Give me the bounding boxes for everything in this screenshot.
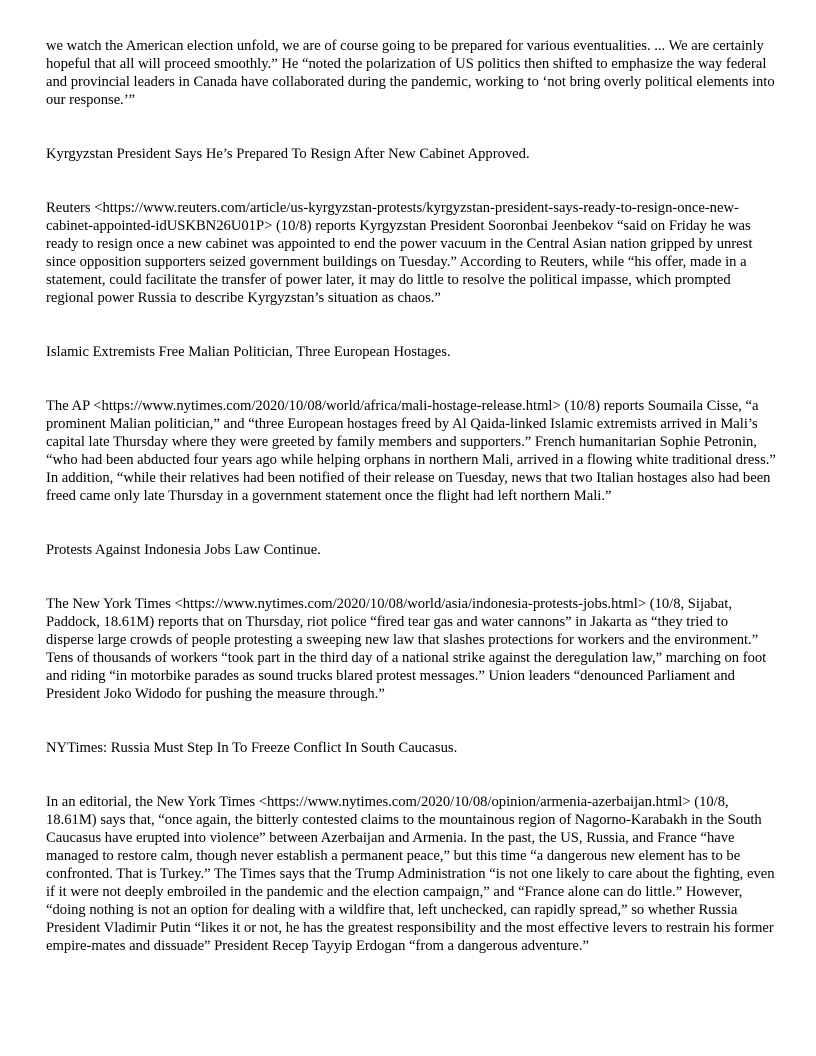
paragraph-spacer <box>46 757 776 793</box>
article-body: Reuters <https://www.reuters.com/article/us-kyrgyzstan-protests/kyrgyzstan-president-says-ready-to-resign-once-new-cabinet-appointed-idUSKBN26U01P> (10/8) reports Kyrgyzstan President Sooronbai Jeenbekov “said on Friday he was ready to resign once a new cabinet was appointed to end the power vacuum in the Central Asian nation gripped by unrest since opposition supporters seized government buildings on Tuesday.” According to Reuters, while “his offer, made in a statement, could facilitate the transfer of power later, it may do little to resolve the political impasse, which prompted regional power Russia to describe Kyrgyzstan’s situation as chaos.” <box>46 200 753 306</box>
paragraph-spacer <box>46 361 776 397</box>
article-headline: Protests Against Indonesia Jobs Law Continue. <box>46 542 321 558</box>
paragraph-spacer <box>46 559 776 595</box>
article-body: The AP <https://www.nytimes.com/2020/10/08/world/africa/mali-hostage-release.html> (10/8) reports Soumaila Cisse, “a prominent Malian politician,” and “three European hostages freed by Al Qaida-linked Islamic extremists arrived in Mali’s capital late Thursday where they were greeted by family members and supporters.” French humanitarian Sophie Petronin, “who had been abducted four years ago while helping orphans in northern Mali, arrived in a flowing white traditional dress.” In addition, “while their relatives had been notified of their release on Tuesday, news that two Italian hostages also had been freed came only late Thursday in a government statement once the flight had left northern Mali.” <box>46 398 776 504</box>
article-body: The New York Times <https://www.nytimes.com/2020/10/08/world/asia/indonesia-protests-jobs.html> (10/8, Sijabat, Paddock, 18.61M) reports that on Thursday, riot police “fired tear gas and water cannons” in Jakarta as “they tried to disperse large crowds of people protesting a sweeping new law that slashes protections for workers and the environment.” Tens of thousands of workers “took part in the third day of a national strike against the deregulation law,” marching on foot and riding “in motorbike parades as sound trucks blared protest messages.” Union leaders “denounced Parliament and President Joko Widodo for pushing the measure through.” <box>46 596 767 702</box>
paragraph-spacer <box>46 505 776 541</box>
paragraph-spacer <box>46 307 776 343</box>
article-headline: Islamic Extremists Free Malian Politician, Three European Hostages. <box>46 344 451 360</box>
article-body: In an editorial, the New York Times <https://www.nytimes.com/2020/10/08/opinion/armenia-azerbaijan.html> (10/8, 18.61M) says that, “once again, the bitterly contested claims to the mountainous region of Nagorno-Karabakh in the South Caucasus have erupted into violence” between Azerbaijan and Armenia. In the past, the US, Russia, and France “have managed to restore calm, though never establish a permanent peace,” but this time “a dangerous new element has to be confronted. That is Turkey.” The Times says that the Trump Administration “is not one likely to care about the fighting, even if it were not deeply embroiled in the pandemic and the election campaign,” and “France alone can do little.” However, “doing nothing is not an option for dealing with a wildfire that, left unchecked, can rapidly spread,” so whether Russia President Vladimir Putin “likes it or not, he has the greatest responsibility and the most effective levers to restrain his former empire-mates and dissuade” President Recep Tayyip Erdogan “from a dangerous adventure.” <box>46 794 775 954</box>
intro-paragraph: we watch the American election unfold, we are of course going to be prepared for various eventualities. ... We are certainly hopeful that all will proceed smoothly.” He “noted the polarization of US politics then shifted to emphasize the way federal and provincial leaders in Canada have collaborated during the pandemic, working to ‘not bring overly political elements into our response.’” <box>46 38 775 108</box>
article-headline: Kyrgyzstan President Says He’s Prepared To Resign After New Cabinet Approved. <box>46 146 530 162</box>
paragraph-spacer <box>46 163 776 199</box>
document-page <box>46 37 776 955</box>
article-headline: NYTimes: Russia Must Step In To Freeze Conflict In South Caucasus. <box>46 740 458 756</box>
paragraph-spacer <box>46 109 776 145</box>
paragraph-spacer <box>46 703 776 739</box>
